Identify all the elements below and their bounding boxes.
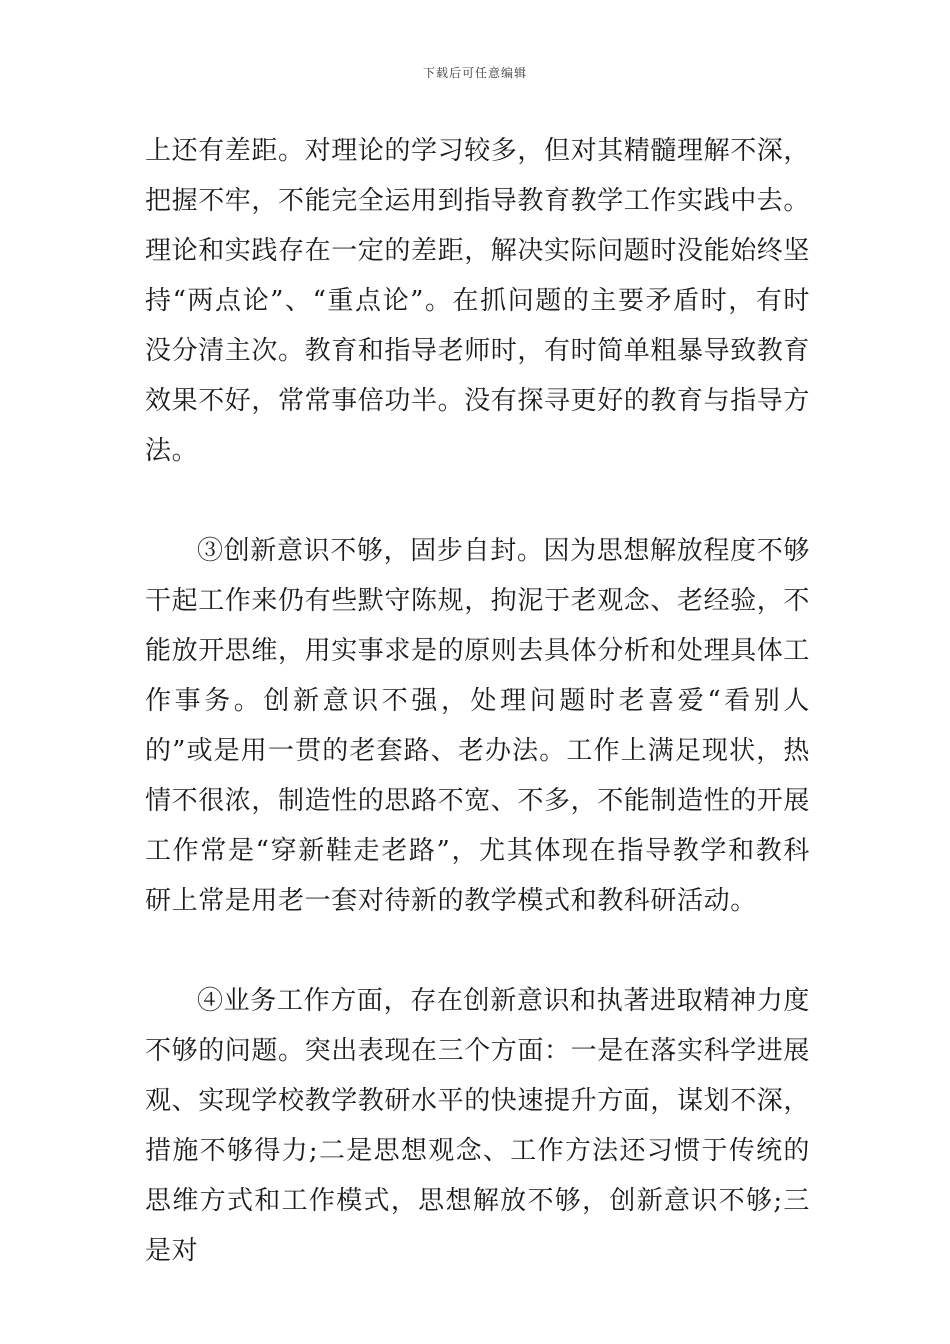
paragraph-gap: [145, 926, 810, 976]
paragraph-2: ③创新意识不够，固步自封。因为思想解放程度不够干起工作来仍有些默守陈规，拘泥于老观念、老经验，不能放开思维，用实事求是的原则去具体分析和处理具体工作事务。创新意识不强，处理问题时老喜爱“看别人的”或是用一贯的老套路、老办法。工作上满足现状，热情不很浓，制造性的思路不宽、不多，不能制造性的开展工作常是“穿新鞋走老路”，尤其体现在指导教学和教科研上常是用老一套对待新的教学模式和教科研活动。: [145, 536, 811, 916]
paragraph-3: ④业务工作方面，存在创新意识和执著进取精神力度不够的问题。突出表现在三个方面：一是在落实科学进展观、实现学校教学教研水平的快速提升方面，谋划不深，措施不够得力;二是思想观念、工作方法还习惯于传统的思维方式和工作模式，思想解放不够，创新意识不够;三是对: [145, 986, 811, 1266]
page-header: 下载后可任意编辑: [422, 66, 527, 80]
paragraph-1: 上还有差距。对理论的学习较多，但对其精髓理解不深，把握不牢，不能完全运用到指导教育教学工作实践中去。理论和实践存在一定的差距，解决实际问题时没能始终坚持“两点论”、“重点论”。在抓问题的主要矛盾时，有时没分清主次。教育和指导老师时，有时简单粗暴导致教育效果不好，常常事倍功半。没有探寻更好的教育与指导方法。: [145, 136, 811, 466]
document-body: [145, 126, 810, 1276]
paragraph-gap: [145, 476, 810, 526]
